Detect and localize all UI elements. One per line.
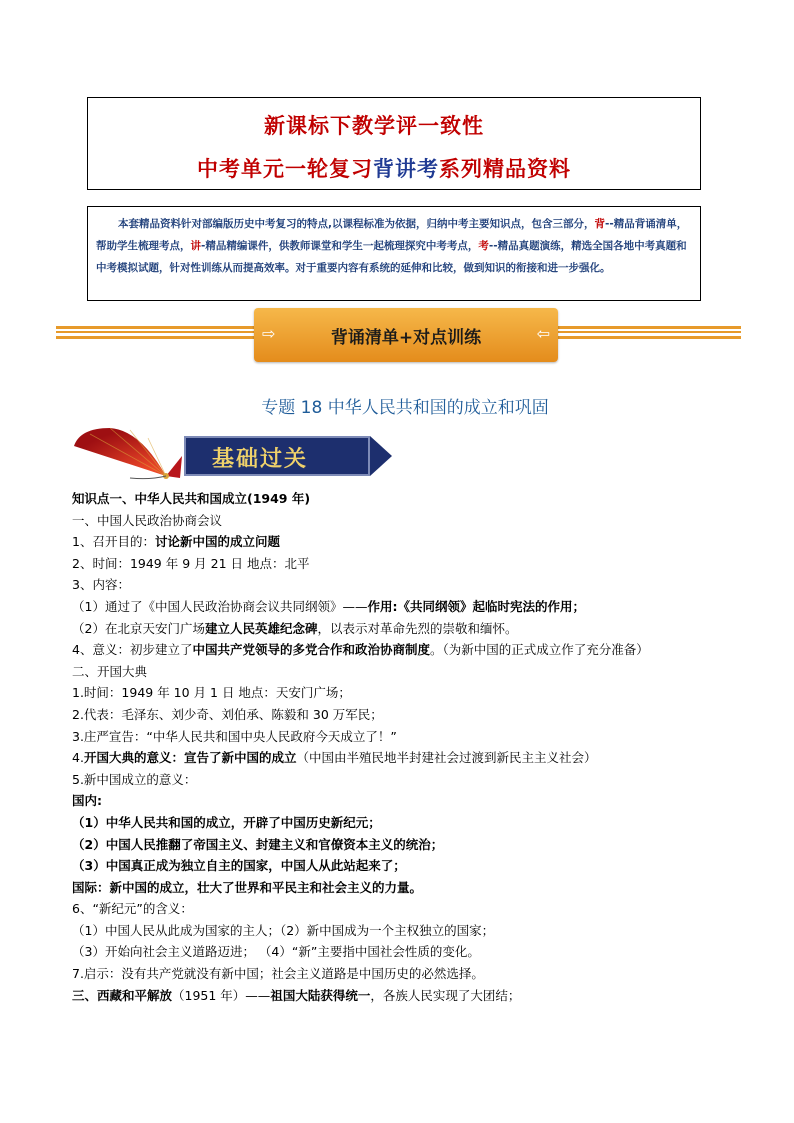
content-line: 国内: <box>72 793 102 809</box>
title-box <box>87 97 701 190</box>
content-line: 知识点一、中华人民共和国成立(1949 年) <box>72 491 311 506</box>
topic-title: 专题 18 中华人民共和国的成立和巩固 <box>261 398 549 418</box>
content-line: （2）在北京天安门广场建立人民英雄纪念碑，以表示对革命先烈的崇敬和缅怀。 <box>72 620 518 636</box>
content-line: （1）通过了《中国人民政治协商会议共同纲领》——作用:《共同纲领》起临时宪法的作用； <box>72 598 585 614</box>
content-line: 2、时间：1949 年 9 月 21 日 地点：北平 <box>72 555 310 571</box>
fan-icon <box>70 426 182 482</box>
content-line: （3）中国真正成为独立自主的国家，中国人从此站起来了； <box>72 858 406 874</box>
arrow-right-icon: ⇨ <box>262 324 276 343</box>
title-line-2: 中考单元一轮复习背讲考系列精品资料 <box>197 156 571 181</box>
title-line-1: 新课标下教学评一致性 <box>264 113 484 138</box>
content-line: 7.启示：没有共产党就没有新中国；社会主义道路是中国历史的必然选择。 <box>72 966 484 982</box>
content-line: 1、召开目的：讨论新中国的成立问题 <box>72 534 280 550</box>
content-line: 3.庄严宣告：“中华人民共和国中央人民政府今天成立了！” <box>72 728 397 744</box>
content-line: 2.代表：毛泽东、刘少奇、刘伯承、陈毅和 30 万军民； <box>72 706 383 722</box>
content-line: 4.开国大典的意义：宣告了新中国的成立（中国由半殖民地半封建社会过渡到新民主主义社会） <box>72 750 597 766</box>
content-line: 5.新中国成立的意义： <box>72 771 197 787</box>
content-body <box>72 488 752 1006</box>
content-line: 3、内容： <box>72 577 130 593</box>
section-header-tab: 基础过关 <box>184 436 370 476</box>
content-line: 二、开国大典 <box>72 663 148 679</box>
arrow-left-icon: ⇦ <box>536 324 550 343</box>
content-line: （2）中国人民推翻了帝国主义、封建主义和官僚资本主义的统治； <box>72 836 444 852</box>
content-line: （1）中国人民从此成为国家的主人；（2）新中国成为一个主权独立的国家； <box>72 922 495 938</box>
intro-box: 本套精品资料针对部编版历史中考复习的特点,以课程标准为依据，归纳中考主要知识点，包含三部分，背--精品背诵清单，帮助学生梳理考点，讲-精品精编课件，供教师课堂和学生一起梳理探究中考考点，考--精品真题演练，精选全国各地中考真题和中考模拟试题，针对性训练从而提高效率。对于重要内容有系统的延伸和比较，做到知识的衔接和进一步强化。 <box>87 206 701 301</box>
content-line: （1）中华人民共和国的成立，开辟了中国历史新纪元； <box>72 814 381 830</box>
content-line: 国际：新中国的成立，壮大了世界和平民主和社会主义的力量。 <box>72 879 423 895</box>
content-line: 一、中国人民政治协商会议 <box>72 512 223 528</box>
section-banner <box>254 308 558 362</box>
content-line: 1.时间：1949 年 10 月 1 日 地点：天安门广场； <box>72 685 351 701</box>
content-line: （3）开始向社会主义道路迈进； （4）“新”主要指中国社会性质的变化。 <box>72 944 480 960</box>
content-line: 4、意义：初步建立了中国共产党领导的多党合作和政治协商制度。（为新中国的正式成立作了充分准备） <box>72 642 649 658</box>
content-line: 6、“新纪元”的含义： <box>72 901 193 917</box>
banner-label: 背诵清单+对点训练 <box>330 328 482 348</box>
content-line: 三、西藏和平解放（1951 年）——祖国大陆获得统一，各族人民实现了大团结； <box>72 987 521 1003</box>
